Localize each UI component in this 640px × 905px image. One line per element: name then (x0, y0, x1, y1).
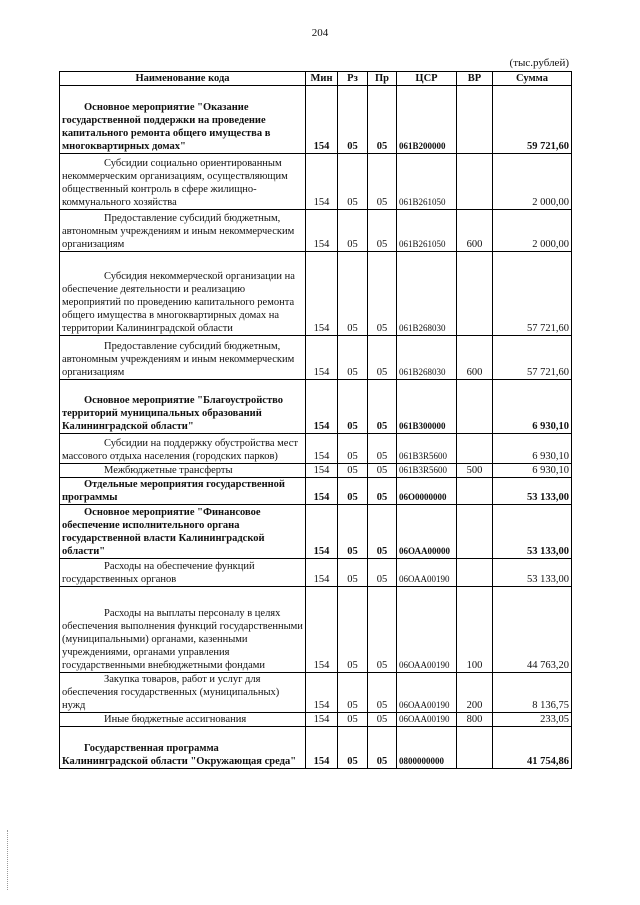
row-csr-cell: 06ОАА00000 (397, 505, 457, 559)
row-vr-cell (457, 478, 493, 505)
row-csr-cell: 061В261050 (397, 210, 457, 252)
row-csr-cell: 061В261050 (397, 154, 457, 210)
row-min-cell: 154 (306, 505, 338, 559)
page-number: 204 (311, 27, 329, 39)
row-csr-cell: 06О0000000 (397, 478, 457, 505)
row-name-cell: Государственная программа Калининградской области "Окружающая среда" (60, 727, 306, 769)
row-vr-cell (457, 505, 493, 559)
row-sum-cell: 2 000,00 (493, 154, 572, 210)
row-pr-cell: 05 (368, 154, 397, 210)
table-row (60, 210, 572, 252)
row-rz-cell: 05 (338, 673, 368, 713)
row-rz-cell: 05 (338, 336, 368, 380)
row-csr-cell: 06ОАА00190 (397, 587, 457, 673)
row-vr-cell: 800 (457, 713, 493, 727)
header-rz: Рз (338, 72, 368, 86)
header-min: Мин (306, 72, 338, 86)
row-sum-cell: 57 721,60 (493, 336, 572, 380)
row-name-cell: Субсидии на поддержку обустройства мест массового отдыха населения (городских парков) (60, 434, 306, 464)
row-vr-cell: 200 (457, 673, 493, 713)
row-min-cell: 154 (306, 154, 338, 210)
row-name-cell: Предоставление субсидий бюджетным, автономным учреждениям и иным некоммерческим организациям (60, 210, 306, 252)
row-name-cell: Субсидия некоммерческой организации на обеспечение деятельности и реализацию мероприятий по проведению капитального ремонта общего имущества в многоквартирных домах на территории Калининградской области (60, 252, 306, 336)
row-csr-cell: 061В3R5600 (397, 464, 457, 478)
row-sum-cell: 53 133,00 (493, 559, 572, 587)
row-sum-cell: 53 133,00 (493, 478, 572, 505)
row-pr-cell: 05 (368, 673, 397, 713)
row-pr-cell: 05 (368, 727, 397, 769)
row-sum-cell: 6 930,10 (493, 464, 572, 478)
table-row (60, 154, 572, 210)
row-csr-cell: 061В268030 (397, 252, 457, 336)
row-sum-cell: 44 763,20 (493, 587, 572, 673)
row-name-cell: Закупка товаров, работ и услуг для обеспечения государственных (муниципальных) нужд (60, 673, 306, 713)
table-row (60, 713, 572, 727)
row-sum-cell: 41 754,86 (493, 727, 572, 769)
row-rz-cell: 05 (338, 505, 368, 559)
row-name-cell: Расходы на выплаты персоналу в целях обеспечения выполнения функций государственными (муниципальными) органами, казенными учреждениями, органами управления государственными внебюджетными фондами (60, 587, 306, 673)
row-rz-cell: 05 (338, 434, 368, 464)
row-pr-cell: 05 (368, 336, 397, 380)
row-pr-cell: 05 (368, 252, 397, 336)
row-rz-cell: 05 (338, 478, 368, 505)
row-pr-cell: 05 (368, 464, 397, 478)
row-min-cell: 154 (306, 559, 338, 587)
table-row (60, 673, 572, 713)
row-csr-cell: 0800000000 (397, 727, 457, 769)
row-min-cell: 154 (306, 336, 338, 380)
row-min-cell: 154 (306, 727, 338, 769)
row-pr-cell: 05 (368, 434, 397, 464)
row-name-cell: Предоставление субсидий бюджетным, автономным учреждениям и иным некоммерческим организациям (60, 336, 306, 380)
row-csr-cell: 061В300000 (397, 380, 457, 434)
scan-margin-mark (7, 830, 10, 890)
row-csr-cell: 06ОАА00190 (397, 673, 457, 713)
row-vr-cell (457, 434, 493, 464)
row-name-cell: Иные бюджетные ассигнования (60, 713, 306, 727)
row-min-cell: 154 (306, 587, 338, 673)
row-name-cell: Основное мероприятие "Финансовое обеспечение исполнительного органа государственной власти Калининградской области" (60, 505, 306, 559)
row-min-cell: 154 (306, 380, 338, 434)
row-rz-cell: 05 (338, 380, 368, 434)
row-vr-cell (457, 559, 493, 587)
row-vr-cell: 600 (457, 336, 493, 380)
header-pr: Пр (368, 72, 397, 86)
header-sum: Сумма (493, 72, 572, 86)
row-rz-cell: 05 (338, 154, 368, 210)
row-min-cell: 154 (306, 478, 338, 505)
row-csr-cell: 061В200000 (397, 86, 457, 154)
row-pr-cell: 05 (368, 505, 397, 559)
row-sum-cell: 53 133,00 (493, 505, 572, 559)
row-name-cell: Межбюджетные трансферты (60, 464, 306, 478)
row-vr-cell: 600 (457, 210, 493, 252)
table-row (60, 559, 572, 587)
header-name: Наименование кода (60, 72, 306, 86)
row-rz-cell: 05 (338, 210, 368, 252)
row-pr-cell: 05 (368, 587, 397, 673)
row-sum-cell: 57 721,60 (493, 252, 572, 336)
table-row (60, 252, 572, 336)
row-sum-cell: 2 000,00 (493, 210, 572, 252)
row-min-cell: 154 (306, 464, 338, 478)
row-sum-cell: 8 136,75 (493, 673, 572, 713)
table-row (60, 727, 572, 769)
row-rz-cell: 05 (338, 713, 368, 727)
header-csr: ЦСР (397, 72, 457, 86)
row-vr-cell (457, 154, 493, 210)
row-sum-cell: 233,05 (493, 713, 572, 727)
table-body (60, 86, 572, 769)
row-rz-cell: 05 (338, 587, 368, 673)
row-csr-cell: 061В3R5600 (397, 434, 457, 464)
row-vr-cell (457, 86, 493, 154)
table-row (60, 587, 572, 673)
table-row (60, 464, 572, 478)
row-pr-cell: 05 (368, 86, 397, 154)
table-row (60, 505, 572, 559)
row-rz-cell: 05 (338, 464, 368, 478)
row-min-cell: 154 (306, 673, 338, 713)
row-name-cell: Субсидии социально ориентированным некоммерческим организациям, осуществляющим общественный контроль в сфере жилищно-коммунального хозяйства (60, 154, 306, 210)
table-row (60, 380, 572, 434)
row-rz-cell: 05 (338, 727, 368, 769)
row-vr-cell: 100 (457, 587, 493, 673)
row-min-cell: 154 (306, 252, 338, 336)
row-rz-cell: 05 (338, 86, 368, 154)
row-csr-cell: 061В268030 (397, 336, 457, 380)
header-vr: ВР (457, 72, 493, 86)
row-sum-cell: 6 930,10 (493, 434, 572, 464)
row-vr-cell (457, 380, 493, 434)
row-name-cell: Расходы на обеспечение функций государственных органов (60, 559, 306, 587)
row-vr-cell (457, 727, 493, 769)
table-row (60, 478, 572, 505)
units-label: (тыс.рублей) (509, 57, 569, 69)
table-row (60, 86, 572, 154)
budget-table (59, 71, 572, 769)
row-sum-cell: 59 721,60 (493, 86, 572, 154)
row-min-cell: 154 (306, 713, 338, 727)
row-pr-cell: 05 (368, 210, 397, 252)
row-pr-cell: 05 (368, 478, 397, 505)
row-pr-cell: 05 (368, 713, 397, 727)
row-name-cell: Основное мероприятие "Благоустройство территорий муниципальных образований Калининградской области" (60, 380, 306, 434)
row-vr-cell: 500 (457, 464, 493, 478)
row-pr-cell: 05 (368, 380, 397, 434)
row-csr-cell: 06ОАА00190 (397, 559, 457, 587)
row-rz-cell: 05 (338, 559, 368, 587)
row-rz-cell: 05 (338, 252, 368, 336)
row-pr-cell: 05 (368, 559, 397, 587)
table-row (60, 336, 572, 380)
row-min-cell: 154 (306, 434, 338, 464)
row-name-cell: Основное мероприятие "Оказание государственной поддержки на проведение капитального ремонта общего имущества в многоквартирных домах" (60, 86, 306, 154)
row-vr-cell (457, 252, 493, 336)
row-min-cell: 154 (306, 86, 338, 154)
row-name-cell: Отдельные мероприятия государственной программы (60, 478, 306, 505)
row-csr-cell: 06ОАА00190 (397, 713, 457, 727)
row-min-cell: 154 (306, 210, 338, 252)
table-header (60, 72, 572, 86)
row-sum-cell: 6 930,10 (493, 380, 572, 434)
table-row (60, 434, 572, 464)
